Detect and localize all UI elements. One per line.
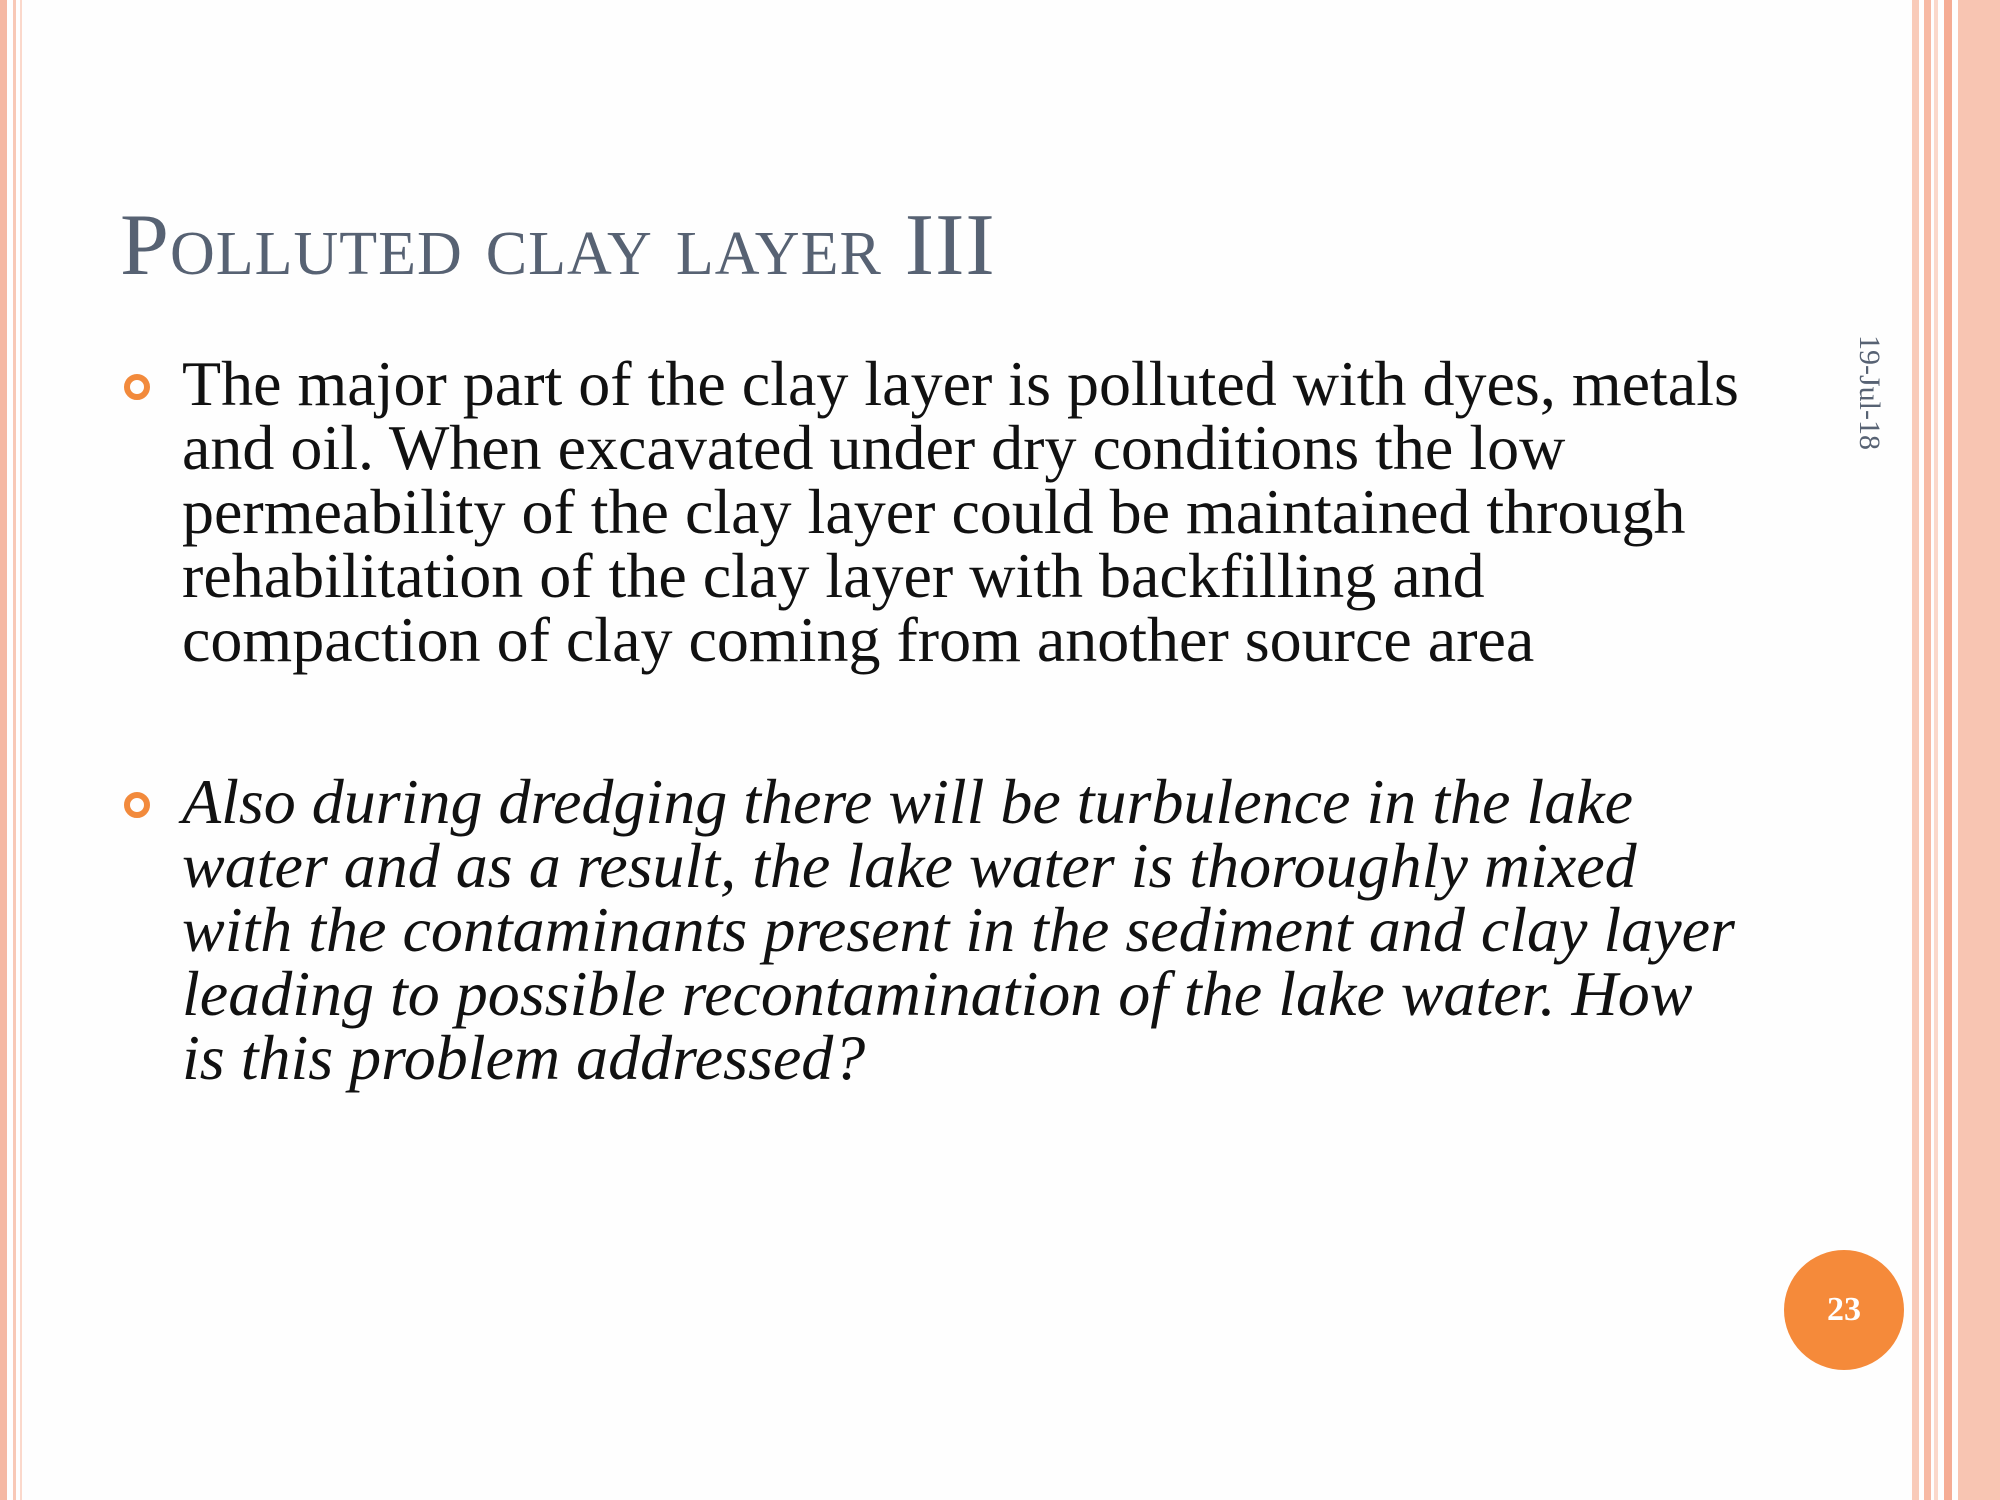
bullet-text: Also during dredging there will be turbulence in the lake water and as a result, the lake water is thoroughly mixed with the contaminants present in the sediment and clay layer leading to possible recontamination of the lake water. How is this problem addressed? [182, 766, 1735, 1093]
right-border-stripe [1958, 0, 2000, 1500]
bullet-item [120, 348, 1740, 675]
page-number: 23 [1827, 1291, 1861, 1328]
left-border-line [13, 0, 16, 1500]
right-border-stripe [1912, 0, 1919, 1500]
slide-date: 19-Jul-18 [1853, 335, 1886, 450]
bullet-text: The major part of the clay layer is polluted with dyes, metals and oil. When excavated under dry conditions the low permeability of the clay layer could be maintained through rehabilitation of the clay layer with backfilling and compaction of clay coming from another source area [182, 348, 1739, 675]
right-border-stripe [1944, 0, 1952, 1500]
bullet-circle-icon [124, 792, 150, 818]
bullet-item [120, 766, 1740, 1093]
right-border-stripe [1934, 0, 1938, 1500]
bullet-list [120, 348, 1740, 1093]
right-border-stripe [1924, 0, 1931, 1500]
left-border-line [0, 0, 7, 1500]
slide-title: Polluted clay layer III [120, 197, 996, 294]
bullet-circle-icon [124, 374, 150, 400]
page-number-badge [1784, 1250, 1904, 1370]
left-border-line [20, 0, 22, 1500]
